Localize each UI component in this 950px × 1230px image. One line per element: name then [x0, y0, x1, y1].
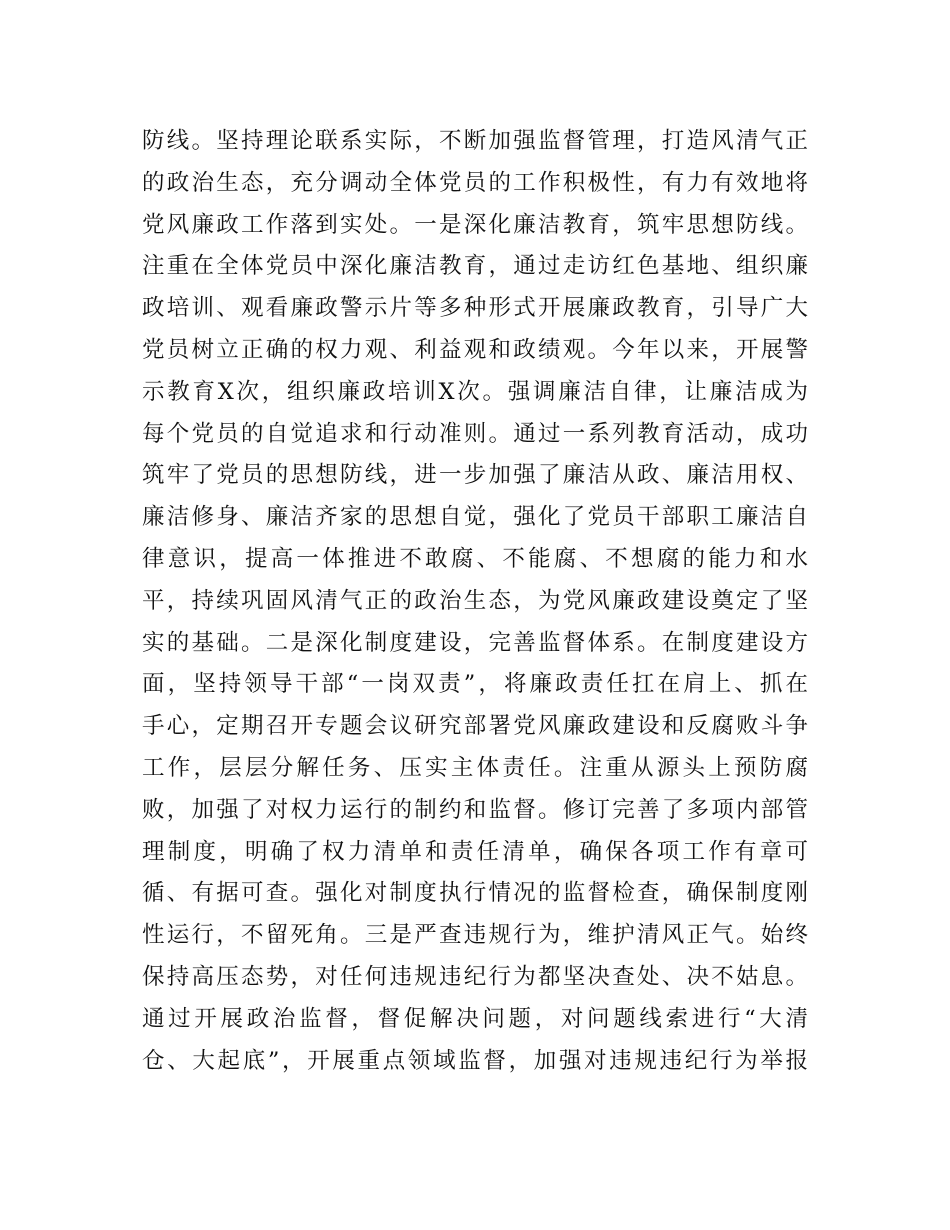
text-line: 政培训、观看廉政警示片等多种形式开展廉政教育，引导广大 [142, 295, 808, 322]
text-line: 示教育X次，组织廉政培训X次。强调廉洁自律，让廉洁成为 [142, 378, 808, 405]
text-line: 每个党员的自觉追求和行动准则。通过一系列教育活动，成功 [142, 420, 808, 447]
text-line: 的政治生态，充分调动全体党员的工作积极性，有力有效地将 [142, 169, 808, 196]
text-line: 实的基础。二是深化制度建设，完善监督体系。在制度建设方 [142, 629, 808, 656]
text-line: 面，坚持领导干部“一岗双责”，将廉政责任扛在肩上、抓在 [142, 671, 808, 698]
text-line: 党员树立正确的权力观、利益观和政绩观。今年以来，开展警 [142, 336, 808, 363]
text-line: 败，加强了对权力运行的制约和监督。修订完善了多项内部管 [142, 796, 808, 823]
text-line: 仓、大起底”，开展重点领域监督，加强对违规违纪行为举报 [142, 1047, 808, 1074]
text-line: 性运行，不留死角。三是严查违规行为，维护清风正气。始终 [142, 922, 808, 949]
text-line: 循、有据可查。强化对制度执行情况的监督检查，确保制度刚 [142, 880, 808, 907]
text-line: 律意识，提高一体推进不敢腐、不能腐、不想腐的能力和水 [142, 545, 808, 572]
text-line: 筑牢了党员的思想防线，进一步加强了廉洁从政、廉洁用权、 [142, 462, 808, 489]
text-line: 手心，定期召开专题会议研究部署党风廉政建设和反腐败斗争 [142, 713, 808, 740]
text-line: 保持高压态势，对任何违规违纪行为都坚决查处、决不姑息。 [142, 963, 808, 990]
text-line: 党风廉政工作落到实处。一是深化廉洁教育，筑牢思想防线。 [142, 211, 808, 238]
text-line: 工作，层层分解任务、压实主体责任。注重从源头上预防腐 [142, 754, 808, 781]
text-line: 注重在全体党员中深化廉洁教育，通过走访红色基地、组织廉 [142, 253, 808, 280]
body-paragraph [142, 121, 808, 1082]
text-line: 平，持续巩固风清气正的政治生态，为党风廉政建设奠定了坚 [142, 587, 808, 614]
text-line: 通过开展政治监督，督促解决问题，对问题线索进行“大清 [142, 1005, 808, 1032]
text-line: 防线。坚持理论联系实际，不断加强监督管理，打造风清气正 [142, 128, 808, 154]
text-line: 廉洁修身、廉洁齐家的思想自觉，强化了党员干部职工廉洁自 [142, 504, 808, 531]
text-line: 理制度，明确了权力清单和责任清单，确保各项工作有章可 [142, 838, 808, 865]
